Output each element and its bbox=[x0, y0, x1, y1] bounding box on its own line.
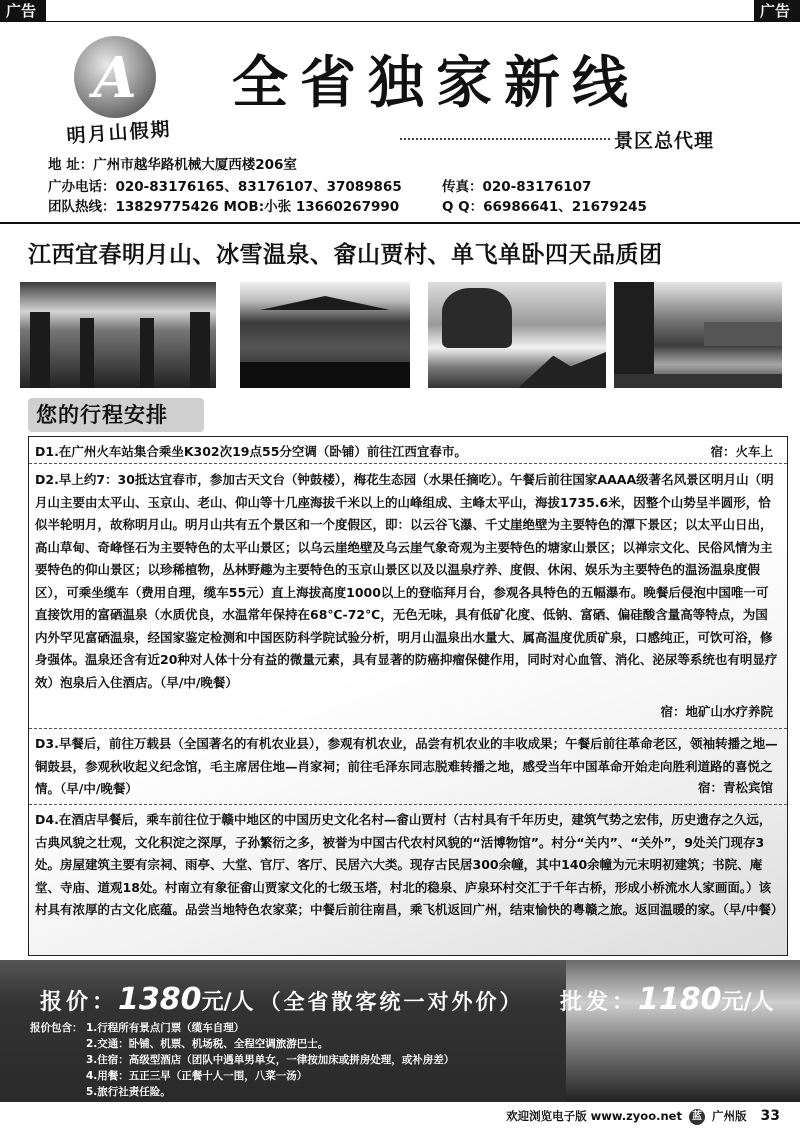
day-2-stay: 宿：地矿山水疗养院 bbox=[660, 703, 773, 719]
section-rule bbox=[0, 222, 800, 224]
dotted-divider bbox=[400, 138, 610, 140]
price-unit: 元/人 bbox=[201, 990, 254, 1015]
photo-temple-hall bbox=[240, 282, 410, 388]
fax-value: 020-83176107 bbox=[482, 179, 592, 195]
hotline-row bbox=[48, 197, 399, 217]
address-value: 广州市越华路机械大厦西楼206室 bbox=[93, 157, 297, 173]
photo-pine-mountain bbox=[428, 282, 606, 388]
price-includes bbox=[30, 1020, 454, 1100]
logo-text: 明月山假期 bbox=[65, 118, 173, 148]
includes-item: 5.旅行社责任险。 bbox=[86, 1086, 171, 1098]
edition-badge-icon: 蓝 bbox=[689, 1109, 705, 1125]
price-note: （全省散客统一对外价） bbox=[259, 990, 524, 1014]
headline: 全省独家新线 bbox=[232, 50, 640, 116]
fax-row bbox=[442, 177, 591, 197]
wholesale-unit: 元/人 bbox=[721, 990, 774, 1015]
includes-row bbox=[30, 1052, 454, 1068]
day-4-text: D4.在酒店早餐后，乘车前往位于赣中地区的中国历史文化名村—畲山贾村（古村具有千年历史，建筑气势之宏伟，历史遗存之久远，古典风貌之壮观，文化积淀之深厚，子孙繁衍之多，被誉为中国古代农村风貌的“活博物馆”。村分“关内”、“关外”，9处关门现存3处。房屋建筑主要有宗祠、雨亭、大堂、官厅、客厅、民居六大类。现存古民居300余幢，其中140余幢为元末明初建筑；书院、庵堂、寺庙、道观18处。村南立有象征畲山贾家文化的七级玉塔，村北的稳泉、庐泉环村交汇于千年古桥，形成小桥流水人家画面。）该村具有浓厚的古文化底蕴。品尝当地特色农家菜；中餐后前往南昌，乘飞机返回广州，结束愉快的粤赣之旅。返回温暖的家。（早/中餐） bbox=[35, 812, 784, 917]
logo-letter: A bbox=[93, 45, 137, 111]
includes-row bbox=[30, 1020, 454, 1036]
includes-row bbox=[30, 1036, 454, 1052]
includes-item: 1.行程所有景点门票（缆车自理） bbox=[86, 1022, 245, 1034]
wholesale-label: 批发： bbox=[560, 990, 639, 1015]
footer-text bbox=[506, 1108, 780, 1125]
includes-label: 报价包含： bbox=[30, 1022, 83, 1034]
day-divider bbox=[29, 463, 787, 464]
company-logo bbox=[54, 36, 184, 151]
includes-item: 3.住宿：高级型酒店（团队中遇单男单女，一律按加床或拼房处理，或补房差） bbox=[86, 1054, 455, 1066]
includes-item: 4.用餐：五正三早（正餐十人一围，八菜一汤） bbox=[86, 1070, 308, 1082]
address-row bbox=[48, 155, 297, 175]
day-1 bbox=[29, 437, 787, 463]
includes-item: 2.交通：卧铺、机票、机场税、全程空调旅游巴士。 bbox=[86, 1038, 329, 1050]
wholesale-price bbox=[560, 982, 774, 1017]
page-footer bbox=[0, 1102, 800, 1129]
photo-ancient-gate bbox=[20, 282, 216, 388]
office-phone-label: 广办电话： bbox=[48, 179, 116, 195]
itinerary-box bbox=[28, 436, 788, 956]
day-3-text: D3.早餐后，前往万载县（全国著名的有机农业县），参观有机农业，品尝有机农业的丰收成果；午餐后前往革命老区，领袖转播之地—铜鼓县，参观秋收起义纪念馆，毛主席居住地—肖家祠；前往毛泽东同志脱难转播之地，感受当年中国革命开始走向胜利道路的喜悦之情。（早/中/晚餐） bbox=[35, 736, 778, 796]
photo-village-street bbox=[614, 282, 782, 388]
ad-label-left: 广告 bbox=[0, 0, 46, 22]
footer-edition: 广州版 bbox=[712, 1109, 747, 1123]
includes-row bbox=[30, 1068, 454, 1084]
fax-label: 传真： bbox=[442, 179, 483, 195]
qq-value: 66986641、21679245 bbox=[483, 199, 647, 215]
ad-label-right: 广告 bbox=[754, 0, 800, 22]
day-1-text: D1.在广州火车站集合乘坐K302次19点55分空调（卧铺）前往江西宜春市。 bbox=[35, 444, 467, 459]
day-3 bbox=[29, 729, 787, 803]
office-phone-value: 020-83176165、83176107、37089865 bbox=[115, 179, 402, 195]
hotline-value: 13829775426 MOB:小张 13660267990 bbox=[115, 199, 400, 215]
wholesale-amount: 1180 bbox=[638, 982, 722, 1017]
top-rule bbox=[46, 21, 754, 22]
hotline-label: 团队热线： bbox=[48, 199, 116, 215]
page-number: 33 bbox=[760, 1108, 780, 1124]
qq-row bbox=[442, 197, 647, 217]
footer-site[interactable]: 欢迎浏览电子版 www.zyoo.net bbox=[506, 1109, 682, 1123]
day-3-stay: 宿：青松宾馆 bbox=[697, 779, 773, 795]
day-2-text: D2.早上约7：30抵达宜春市，参加古天文台（钟鼓楼），梅花生态园（水果任摘吃）。午餐后前往国家AAAA级著名风景区明月山（明月山主要由太平山、玉京山、老山、仰山等十几座海拔千米以上的山峰组成、主峰太平山，海拔1735.6米，因整个山势呈半圆形，恰似半轮明月，故称明月山。明月山共有五个景区和一个度假区，即：以云谷飞瀑、千丈崖绝壁为主要特色的潭下景区；以太平山日出，高山草甸、奇峰怪石为主要特色的太平山景区；以乌云崖绝壁及乌云崖气象奇观为主要特色的塘家山景区；以禅宗文化、民俗风情为主要特色的仰山景区；以珍稀植物，丛林野趣为主要特色的玉京山景区以及以温泉疗养、度假、休闲、娱乐为主要特色的温汤温泉度假区），可乘坐缆车（费用自理，缆车55元）直上海拔高度1000以上的登临拜月台，参观各具特色的五幅瀑布。晚餐后侵泡中国唯一可直接饮用的富硒温泉（水质优良，水温常年保持在68℃-72℃，无色无味，具有低矿化度、低钠、富硒、偏硅酸含量高等特点，为国内外罕见富硒温泉，经国家鉴定检测和中国医防科学院试验分析，明月山温泉出水量大、属高温度优质矿泉，口感纯正，可饮可浴，修身强体。温泉还含有近20种对人体十分有益的微量元素，具有显著的防癌抑瘤保健作用，同时对心血管、消化、泌尿等系统也有明显疗效）泡泉后入住酒店。（早/中/晚餐） bbox=[35, 472, 778, 690]
day-1-stay: 宿：火车上 bbox=[710, 444, 773, 459]
subtitle: 景区总代理 bbox=[614, 130, 715, 152]
qq-label: Q Q： bbox=[442, 199, 484, 215]
itinerary-heading: 您的行程安排 bbox=[28, 398, 204, 432]
day-4 bbox=[29, 805, 787, 955]
day-2 bbox=[29, 465, 787, 727]
office-phone-row bbox=[48, 177, 402, 197]
price-label: 报价： bbox=[40, 990, 119, 1015]
address-label: 地 址： bbox=[48, 157, 94, 173]
price-line bbox=[40, 982, 524, 1017]
includes-row bbox=[30, 1084, 454, 1100]
tour-title: 江西宜春明月山、冰雪温泉、畲山贾村、单飞单卧四天品质团 bbox=[28, 241, 663, 268]
price-amount: 1380 bbox=[118, 982, 202, 1017]
